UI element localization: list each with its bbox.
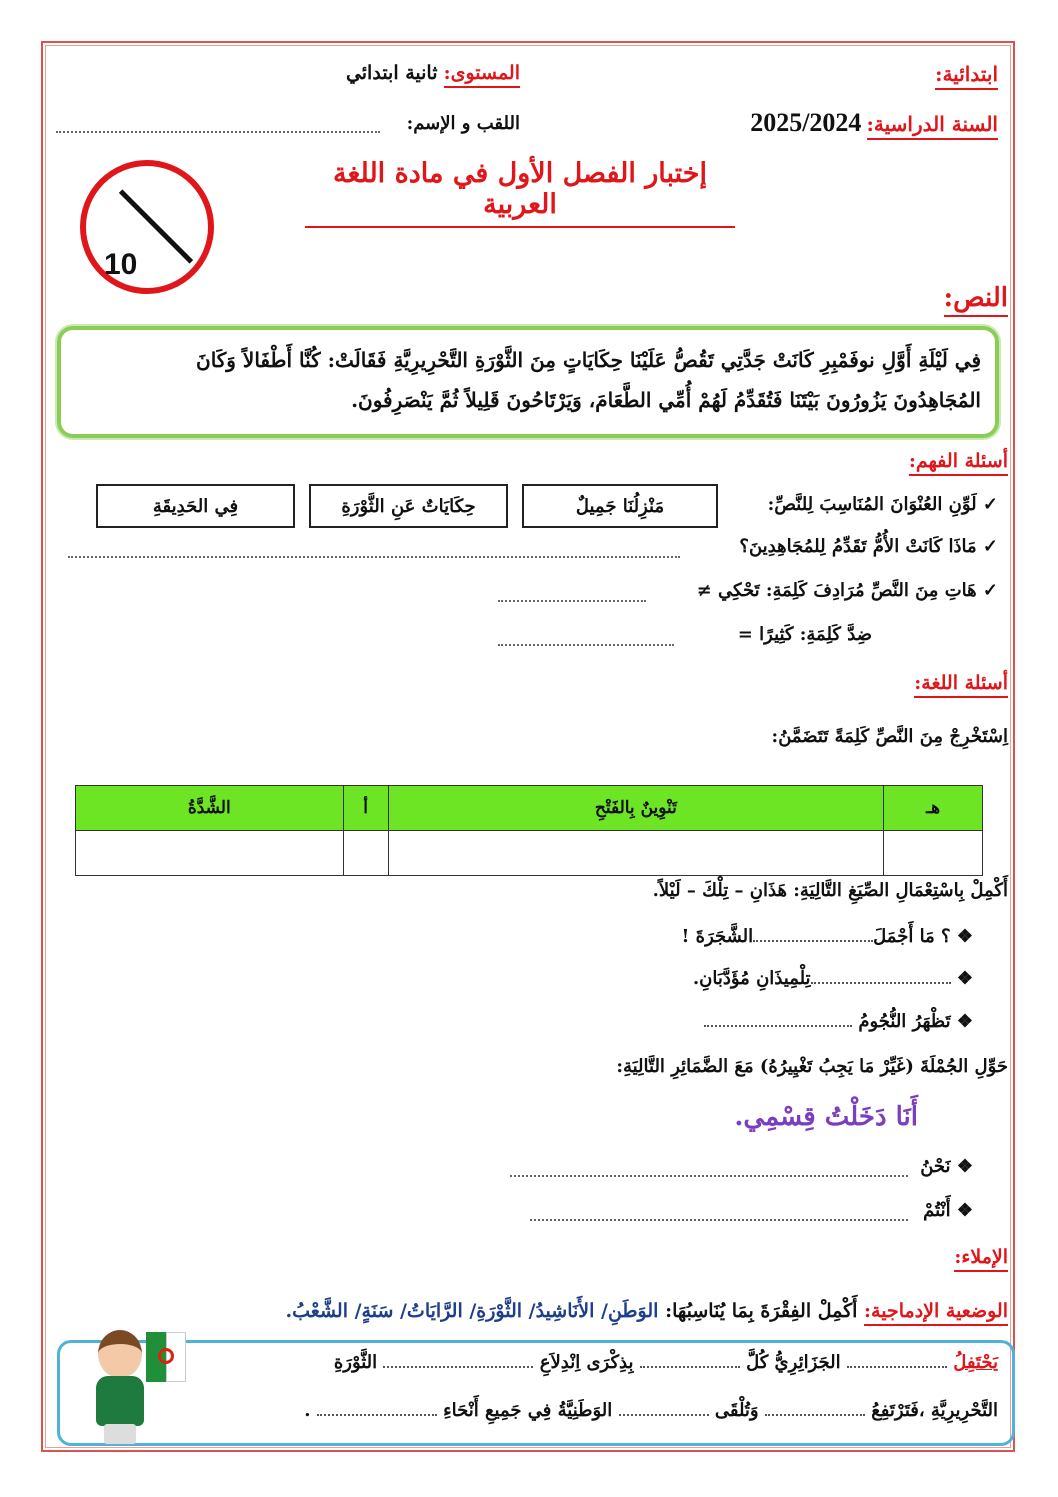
s1-q: ؟ — [941, 926, 951, 947]
table-header: الشَّدَّةُ — [76, 786, 344, 831]
q2-answer-field[interactable] — [68, 556, 680, 558]
transform-instruction: حَوِّلِ الجُمْلَةَ (غَيِّرْ مَا يَجِبُ تَغْيِيرُهُ) مَعَ الضَّمَائِرِ التَّالِيَةِ: — [616, 1056, 1008, 1077]
q3 — [697, 580, 998, 601]
integration-row — [286, 1300, 1008, 1322]
complete-instruction: أَكْمِلْ بِاسْتِعْمَالِ الصِّيَغِ التَّالِيَةِ: هَذَانِ – تِلْكَ – لَيْلاً. — [652, 880, 1008, 901]
s2-text: تِلْمِيذَانِ مُؤَدَّبَانِ. — [692, 968, 811, 989]
option-1[interactable]: مَنْزِلُنَا جَمِيلٌ — [522, 484, 718, 528]
paragraph-row-2 — [304, 1400, 998, 1421]
level-row — [346, 62, 520, 84]
school-label: ابتدائية: — [935, 62, 998, 90]
q4: ضِدَّ كَلِمَةِ: كَثِيرًا = — [737, 624, 872, 645]
blank[interactable] — [640, 1365, 740, 1368]
name-field[interactable] — [56, 131, 380, 133]
s1-blank[interactable] — [753, 939, 873, 942]
blank[interactable] — [765, 1413, 865, 1416]
table-header-row — [76, 786, 983, 831]
blank[interactable] — [847, 1365, 947, 1368]
s3-text: تَظْهَرُ النُّجُومُ — [858, 1011, 951, 1032]
table-header: تَنْوِينٌ بِالفَتْحِ — [388, 786, 884, 831]
year-row — [750, 108, 998, 138]
complete-s1 — [681, 926, 973, 947]
r1-c: بِذِكْرَى اِنْدِلاَعِ — [539, 1352, 634, 1373]
text-box — [57, 326, 999, 438]
integration-instruction: أَكْمِلْ الفِقْرَةَ بِمَا يُنَاسِبُهَا: — [665, 1300, 858, 1322]
integration-words: الوَطَنِ/ الأَنَاشِيدُ/ الثَّوْرَةِ/ الرَّايَاتُ/ سَنَةٍ/ الشَّعْبُ. — [285, 1300, 659, 1322]
pronoun-2-answer-field[interactable] — [530, 1219, 908, 1221]
transform-sentence: أَنَا دَخَلْتُ قِسْمِي. — [734, 1102, 918, 1132]
check-icon: ✓ — [982, 536, 998, 557]
q3-answer-field[interactable] — [498, 600, 646, 602]
q1-text: لَوِّنِ العُنْوَانَ المُنَاسِبَ لِلنَّصِّ: — [767, 494, 977, 515]
diamond-bullet-icon: ❖ — [956, 1011, 973, 1032]
pronoun-2-row — [923, 1200, 973, 1221]
table-cell-answer[interactable] — [388, 831, 884, 876]
pronoun-2: أَنْتُمْ — [923, 1200, 951, 1221]
grade-stamp — [80, 160, 214, 294]
table-cell-answer[interactable] — [76, 831, 344, 876]
diamond-bullet-icon: ❖ — [956, 926, 973, 947]
r2-b: وَتُلْقَى — [714, 1400, 759, 1421]
pronoun-1-answer-field[interactable] — [510, 1175, 908, 1177]
check-icon: ✓ — [982, 580, 998, 601]
grade-max: 10 — [104, 248, 138, 281]
complete-s3 — [704, 1011, 973, 1032]
table-cell-answer[interactable] — [884, 831, 983, 876]
blank[interactable] — [317, 1413, 437, 1416]
diamond-bullet-icon: ❖ — [956, 1200, 973, 1221]
dictation-heading: الإملاء: — [954, 1246, 1008, 1272]
diamond-bullet-icon: ❖ — [956, 1156, 973, 1177]
pronoun-1: نَحْنُ — [920, 1156, 951, 1177]
option-3[interactable]: فِي الحَدِيقَةِ — [96, 484, 295, 528]
name-label: اللقب و الإسم: — [406, 113, 520, 134]
table-cell-answer[interactable] — [343, 831, 388, 876]
text-line-2: المُجَاهِدُونَ يَزُورُونَ بَيْتَنَا فَتُقَدِّمُ لَهُمْ أُمِّي الطَّعَامَ، وَيَرْتَاحُونَ قَلِيلاً ثُمَّ يَنْصَرِفُونَ. — [351, 388, 981, 412]
paragraph-row-1 — [334, 1352, 998, 1373]
year-label: السنة الدراسية: — [867, 112, 998, 140]
check-icon: ✓ — [982, 494, 998, 515]
year-value: 2025/2024 — [750, 108, 862, 137]
page-title: إختبار الفصل الأول في مادة اللغة العربية — [305, 158, 735, 228]
boy-illustration — [88, 1330, 150, 1444]
table-header: أ — [343, 786, 388, 831]
pronoun-1-row — [920, 1156, 973, 1177]
blank[interactable] — [619, 1413, 709, 1416]
integration-heading: الوضعية الإدماجية: — [864, 1300, 1008, 1326]
q2 — [739, 536, 998, 557]
blank[interactable] — [383, 1365, 533, 1368]
s2-blank[interactable] — [811, 981, 951, 984]
table-header: هـ — [884, 786, 983, 831]
r1-b: الجَزَائِرِيُّ كُلَّ — [746, 1352, 841, 1373]
algeria-flag-icon — [146, 1332, 186, 1382]
extract-table — [75, 785, 983, 876]
text-line-1: فِي لَيْلَةِ أَوَّلِ نوفَمْبِرِ كَانَتْ جَدَّتِي تَقُصُّ عَلَيْنَا حِكَايَاتٍ مِنَ الثَّوْرَةِ التَّحْرِيرِيَّةِ فَقَالَتْ: كُنَّا أَطْفَالاً وَكَانَ — [196, 348, 981, 372]
text-heading: النص: — [944, 283, 1008, 317]
extract-instruction: اِسْتَخْرِجْ مِنَ النَّصِّ كَلِمَةً تَتَضَمَّنُ: — [771, 726, 1008, 747]
s1-a: مَا أَجْمَلَ — [873, 926, 935, 947]
s3-blank[interactable] — [704, 1024, 852, 1027]
q3-text: هَاتِ مِنَ النَّصِّ مُرَادِفَ كَلِمَةِ: تَحْكِي ≠ — [696, 580, 977, 601]
q2-text: مَاذَا كَانَتْ الأُمُّ تَقَدِّمُ لِلمُجَاهِدِينَ؟ — [739, 536, 977, 557]
s1-b: الشَّجَرَةَ ! — [681, 926, 754, 947]
complete-s2 — [693, 968, 973, 989]
r2-a: التَّحْرِيرِيَّةِ ،فَتَرْتَفِعُ — [871, 1400, 998, 1421]
language-heading: أسئلة اللغة: — [914, 672, 1008, 698]
q1 — [768, 494, 998, 515]
diamond-bullet-icon: ❖ — [956, 968, 973, 989]
q4-answer-field[interactable] — [498, 644, 674, 646]
level-label: المستوى: — [444, 62, 520, 88]
r2-c: الوَطَنِيَّةُ فِي جَمِيعِ أَنْحَاءِ — [443, 1400, 613, 1421]
r2-d: . — [304, 1400, 311, 1421]
table-row — [76, 831, 983, 876]
r1-a: يَحْتَفِلُ — [953, 1352, 998, 1373]
option-2[interactable]: حِكَايَاتٌ عَنِ الثَّوْرَةِ — [309, 484, 508, 528]
comprehension-heading: أسئلة الفهم: — [909, 450, 1008, 476]
r1-d: الثَّوْرَةِ — [333, 1352, 378, 1373]
level-value: ثانية ابتدائي — [345, 62, 438, 84]
